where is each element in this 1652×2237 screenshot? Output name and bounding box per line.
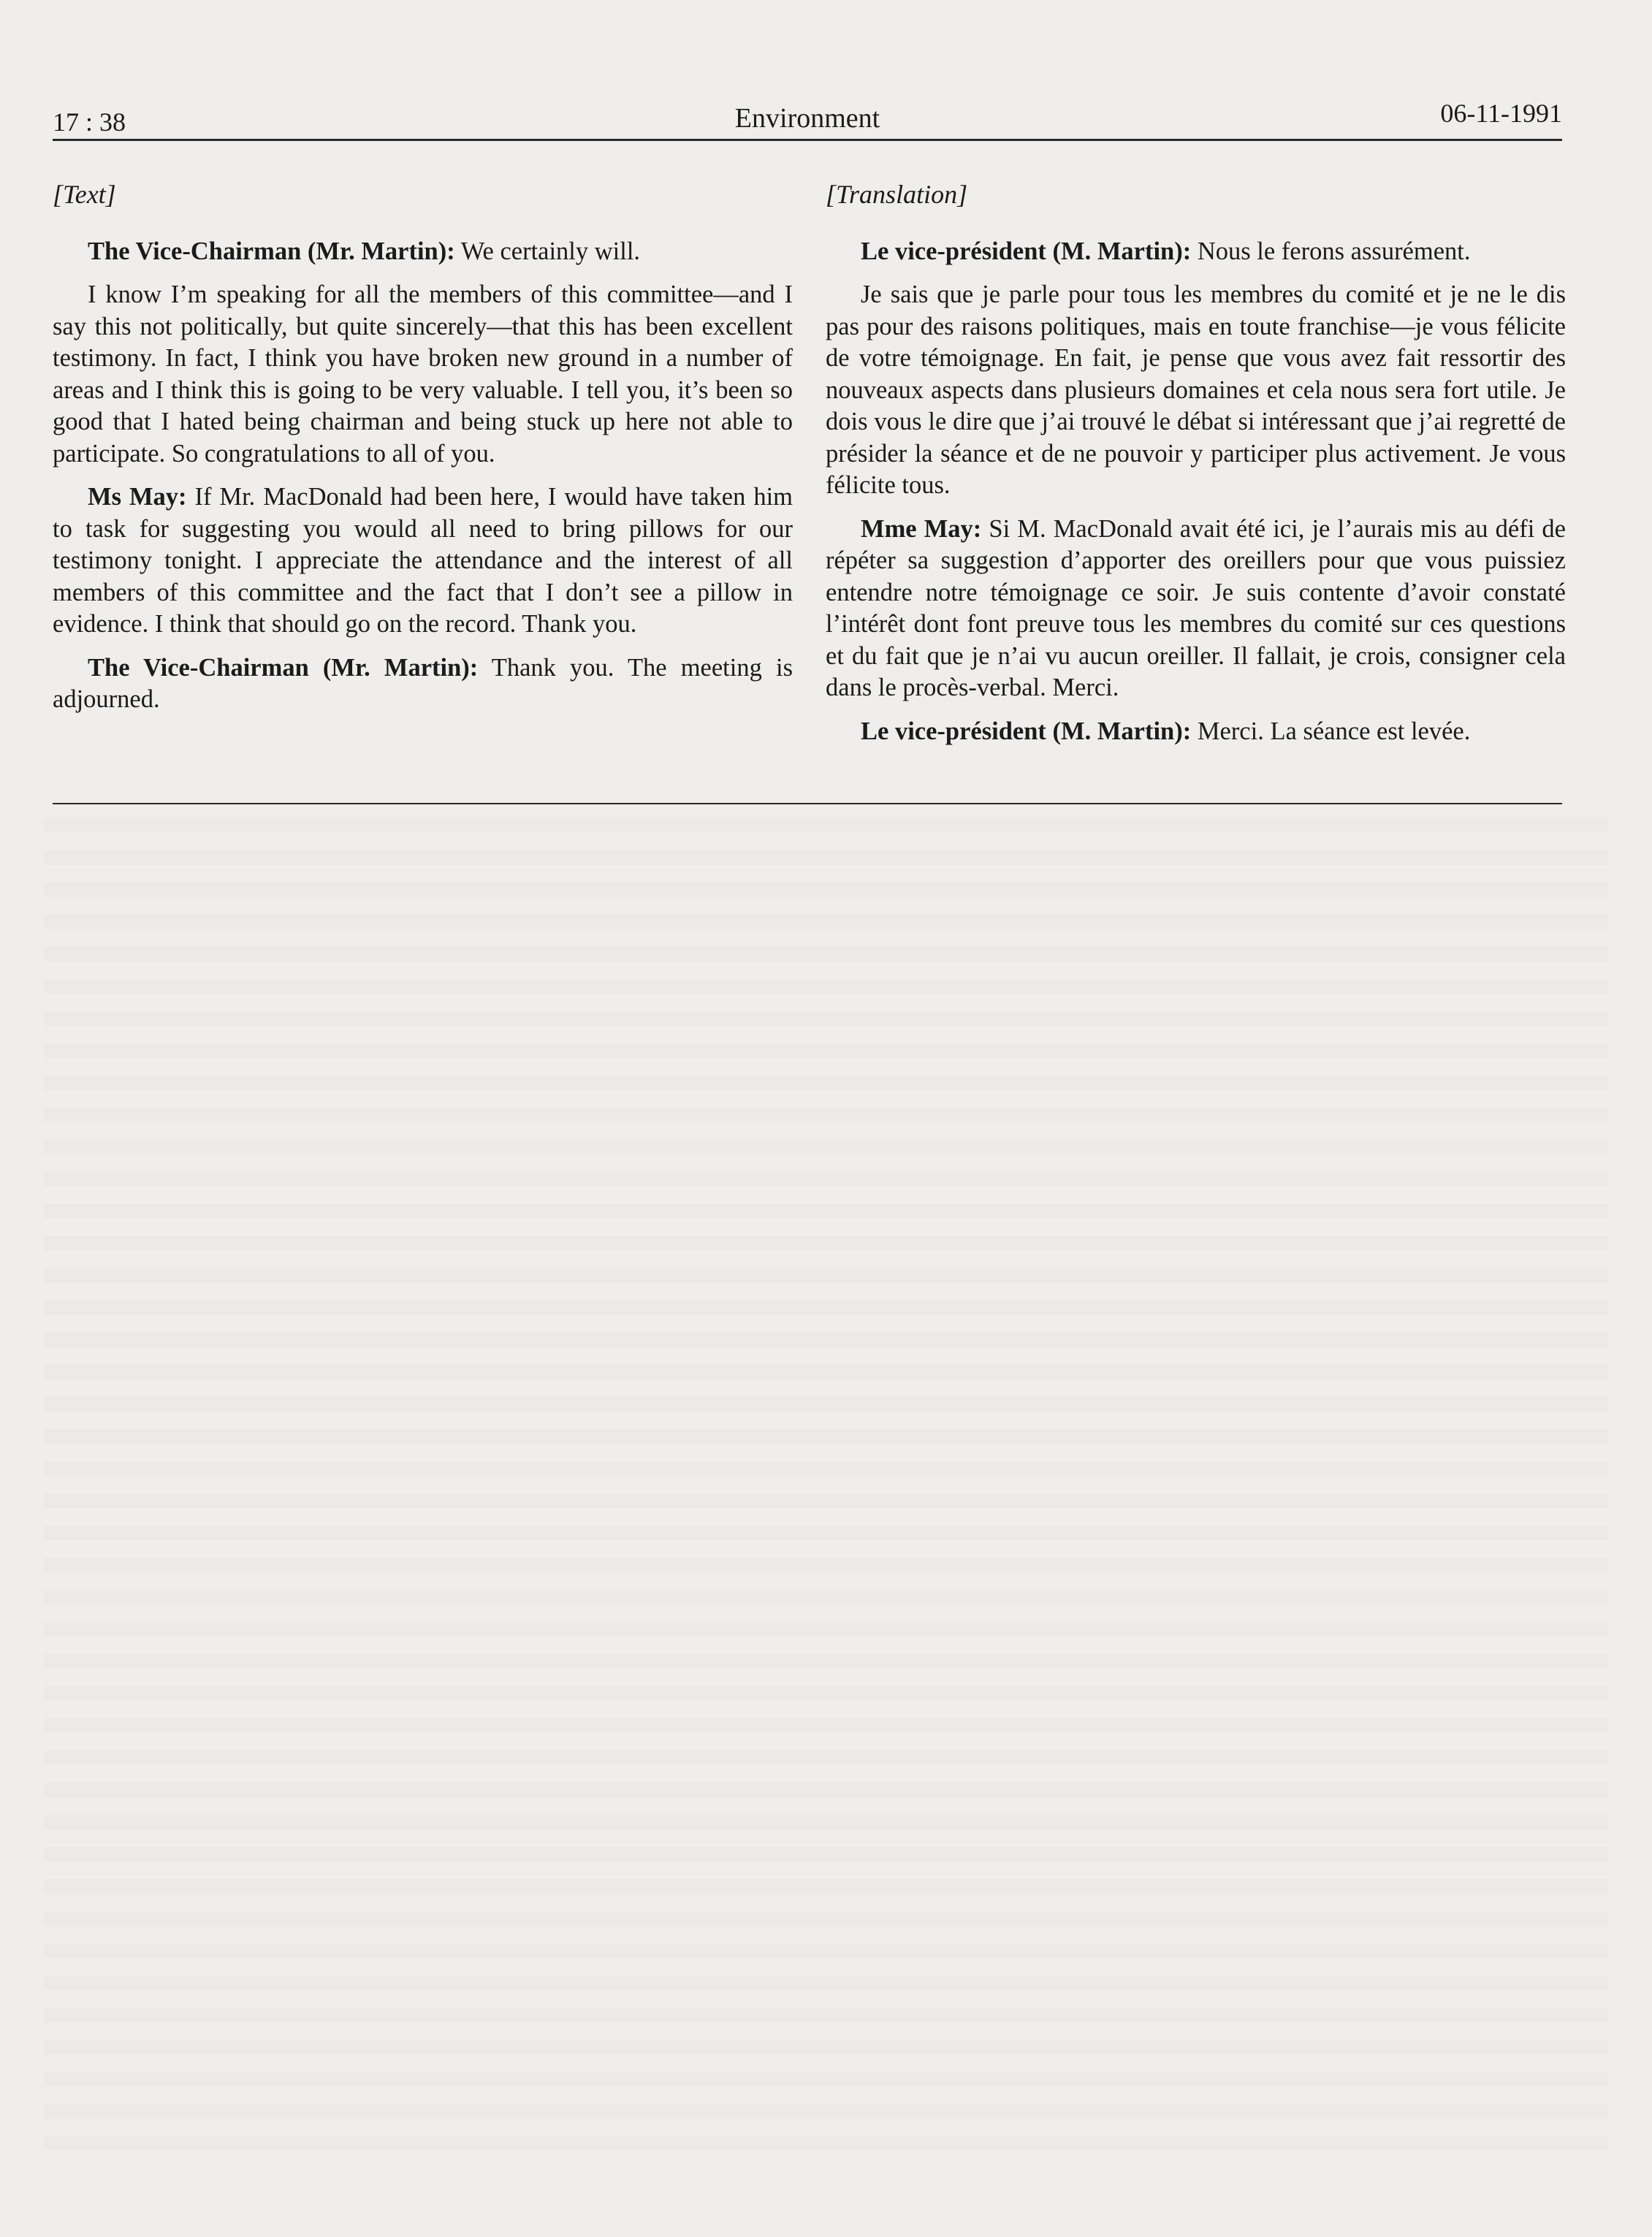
speaker-name: Le vice-président (M. Martin): (861, 717, 1192, 745)
running-head (53, 91, 1562, 141)
bleed-through-background (44, 818, 1608, 2149)
french-paragraph (826, 514, 1566, 704)
paragraph-text: Si M. MacDonald avait été ici, je l’aurais mis au défi de répéter sa suggestion d’apporter des oreillers pour que vous puissiez entendre notre témoignage ce soir. Je suis contente d’avoir constaté l’intérêt dont font preuve tous les membres du comité sur ces questions et du fait que je n’ai vu aucun oreiller. Il fallait, je crois, consigner cela dans le procès-verbal. Merci. (826, 514, 1566, 701)
english-paragraph (53, 652, 793, 716)
committee-title: Environment (734, 103, 880, 134)
closing-rule (53, 803, 1562, 804)
french-paragraph (826, 279, 1566, 502)
speaker-name: Ms May: (88, 483, 187, 511)
speaker-name: The Vice-Chairman (Mr. Martin): (88, 653, 479, 682)
paragraph-text: If Mr. MacDonald had been here, I would have taken him to task for suggesting you would all need to bring pillows for our testimony tonight. I appreciate the attendance and the interest of all members of this committee and the fact that I don’t see a pillow in evidence. I think that should go on the record. Thank you. (53, 483, 793, 638)
english-label: [Text] (53, 180, 116, 209)
paragraph-text: Je sais que je parle pour tous les membres du comité et je ne le dis pas pour des raisons politiques, mais en toute franchise—je vous félicite de votre témoignage. En fait, je pense que vous avez fait ressortir des nouveaux aspects dans plusieurs domaines et cela nous sera fort utile. Je dois vous le dire que j’ai trouvé le débat si intéressant que j’ai regretté de présider la séance et de ne pouvoir y participer plus activement. Je vous félicite tous. (826, 281, 1566, 499)
french-label: [Translation] (826, 180, 968, 209)
french-paragraph (826, 236, 1566, 268)
english-paragraph (53, 279, 793, 470)
english-column (53, 179, 793, 728)
paragraph-text: I know I’m speaking for all the members of this committee—and I say this not politically, but quite sincerely—that this has been excellent testimony. In fact, I think you have broken new ground in a number of areas and I think this is going to be very valuable. I tell you, it’s been so good that I hated being chairman and being stuck up here not able to participate. So congratulations to all of you. (53, 281, 793, 468)
french-column (826, 179, 1566, 759)
paragraph-text: We certainly will. (454, 237, 641, 265)
french-paragraph (826, 716, 1566, 748)
paragraph-text: Nous le ferons assurément. (1191, 237, 1471, 265)
paragraph-text: Merci. La séance est levée. (1191, 717, 1471, 745)
speaker-name: The Vice-Chairman (Mr. Martin): (88, 237, 455, 265)
paragraph-text: Thank you. The meeting is adjourned. (53, 653, 793, 713)
english-paragraph (53, 236, 793, 268)
english-paragraph (53, 481, 793, 641)
speaker-name: Mme May: (861, 514, 982, 543)
speaker-name: Le vice-président (M. Martin): (861, 237, 1192, 265)
sitting-date: 06-11-1991 (1440, 99, 1562, 128)
page-number: 17 : 38 (53, 107, 126, 137)
